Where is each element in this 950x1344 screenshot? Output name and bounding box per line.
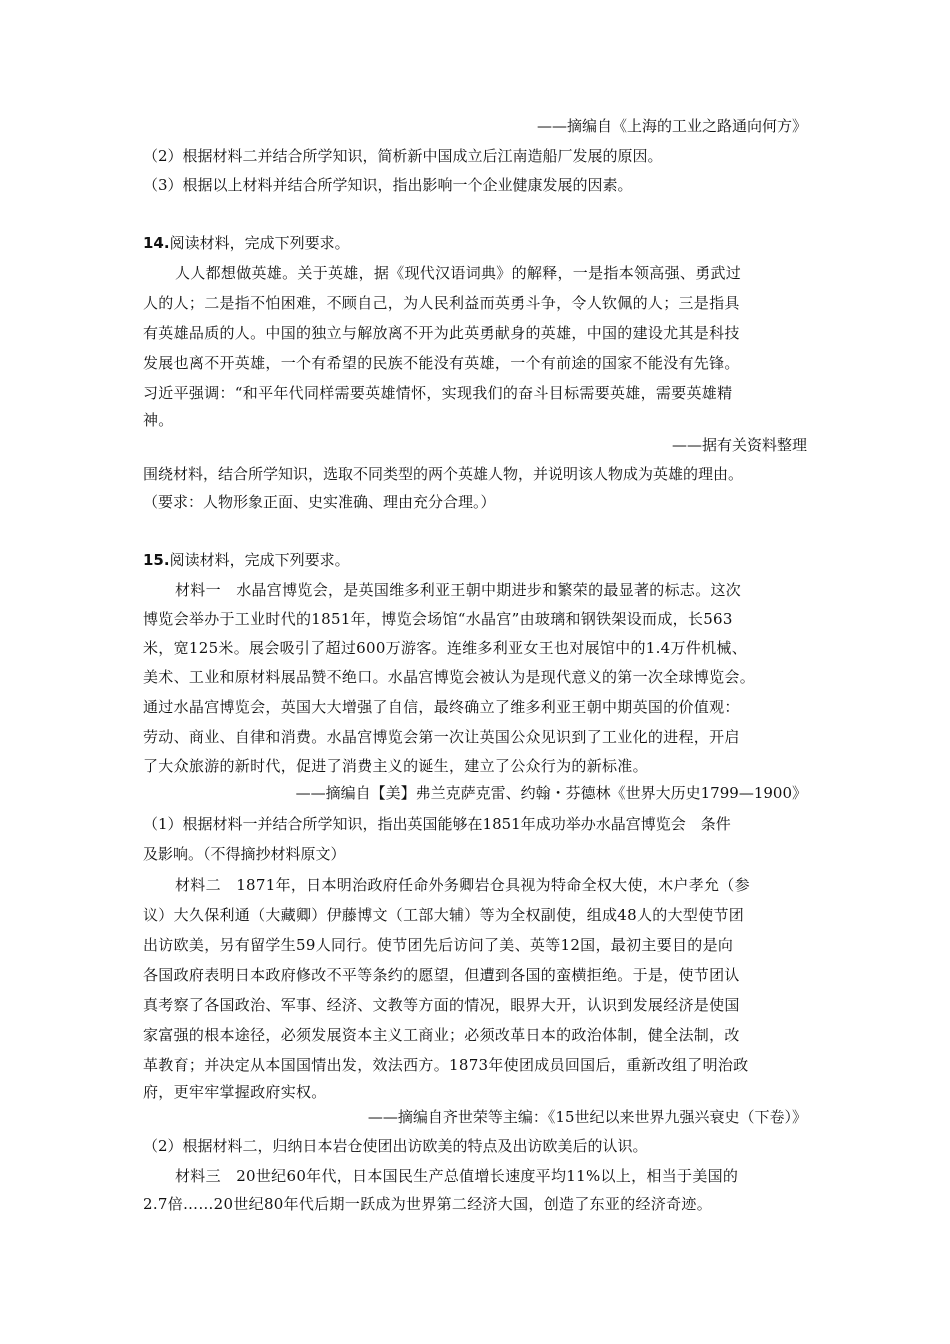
q15-material3-line: 2.7倍……20世纪80年代后期一跃成为世界第二经济大国，创造了东亚的经济奇迹。	[143, 1195, 713, 1213]
q15-material1-line: 材料一 水晶宫博览会，是英国维多利亚王朝中期进步和繁荣的最显著的标志。这次	[175, 581, 742, 599]
q14-material-line: 人的人；二是指不怕困难，不顾自己，为人民利益而英勇斗争，令人钦佩的人；三是指具	[143, 294, 740, 312]
q15-subquestion-2: （2）根据材料二，归纳日本岩仓使团出访欧美的特点及出访欧美后的认识。	[143, 1137, 648, 1155]
q15-material2-line: 材料二 1871年，日本明治政府任命外务卿岩仓具视为特命全权大使，木户孝允（参	[175, 876, 750, 894]
q15-material2-line: 各国政府表明日本政府修改不平等条约的愿望，但遭到各国的蛮横拒绝。于是，使节团认	[143, 966, 740, 984]
q14-material-line: 有英雄品质的人。中国的独立与解放离不开为此英勇献身的英雄，中国的建设尤其是科技	[143, 324, 740, 342]
question-14-instruction: 阅读材料，完成下列要求。	[169, 234, 350, 252]
q14-material-line: 人人都想做英雄。关于英雄，据《现代汉语词典》的解释，一是指本领高强、勇武过	[175, 264, 742, 282]
q15-source2-citation: ——摘编自齐世荣等主编：《15世纪以来世界九强兴衰史（下卷）》	[367, 1108, 807, 1126]
q15-subquestion-1-cont: 及影响。（不得摘抄材料原文）	[143, 845, 346, 863]
question-15-instruction: 阅读材料，完成下列要求。	[169, 551, 350, 569]
q15-material1-line: 通过水晶宫博览会，英国大大增强了自信，最终确立了维多利亚王朝中期英国的价值观：	[143, 698, 740, 716]
q15-material1-line: 美术、工业和原材料展品赞不绝口。水晶宫博览会被认为是现代意义的第一次全球博览会。	[143, 668, 756, 686]
q15-subquestion-1: （1）根据材料一并结合所学知识，指出英国能够在1851年成功举办水晶宫博览会 条件	[143, 815, 731, 833]
question-14-number: 14.	[143, 234, 170, 252]
q15-material2-line: 议）大久保利通（大藏卿）伊藤博文（工部大辅）等为全权副使，组成48人的大型使节团	[143, 906, 745, 924]
q14-material-line: 神。	[143, 411, 174, 429]
q15-material1-line: 了大众旅游的新时代，促进了消费主义的诞生，建立了公众行为的新标准。	[143, 757, 648, 775]
question-14-heading	[143, 233, 807, 253]
q15-material1-line: 博览会举办于工业时代的1851年，博览会场馆“水晶宫”由玻璃和钢铁架设而成，长563	[143, 610, 733, 628]
q15-material2-line: 出访欧美，另有留学生59人同行。使节团先后访问了美、英等12国，最初主要目的是向	[143, 936, 734, 954]
question-2: （2）根据材料二并结合所学知识，简析新中国成立后江南造船厂发展的原因。	[143, 147, 663, 165]
q15-material2-line: 家富强的根本途径，必须发展资本主义工商业；必须改革日本的政治体制，健全法制，改	[143, 1026, 740, 1044]
q15-material2-line: 真考察了各国政治、军事、经济、文教等方面的情况，眼界大开，认识到发展经济是使国	[143, 996, 740, 1014]
q15-source1-citation: ——摘编自【美】弗兰克萨克雷、约翰・芬德林《世界大历史1799—1900》	[295, 784, 807, 802]
source-citation: ——摘编自《上海的工业之路通向何方》	[536, 117, 807, 135]
question-15-heading	[143, 550, 807, 570]
q14-material-line: 发展也离不开英雄，一个有希望的民族不能没有英雄，一个有前途的国家不能没有先锋。	[143, 354, 740, 372]
q15-material3-line: 材料三 20世纪60年代，日本国民生产总值增长速度平均11%以上，相当于美国的	[175, 1167, 739, 1185]
q15-material2-line: 革教育；并决定从本国国情出发，效法西方。1873年使团成员回国后，重新改组了明治政	[143, 1056, 749, 1074]
question-3: （3）根据以上材料并结合所学知识，指出影响一个企业健康发展的因素。	[143, 176, 633, 194]
q14-task-line: 围绕材料，结合所学知识，选取不同类型的两个英雄人物，并说明该人物成为英雄的理由。	[143, 465, 744, 483]
q14-source-citation: ——据有关资料整理	[671, 436, 807, 454]
q15-material1-line: 米，宽125米。展会吸引了超过600万游客。连维多利亚女王也对展馆中的1.4万件机械、	[143, 639, 748, 657]
q14-material-line: 习近平强调：“和平年代同样需要英雄情怀，实现我们的奋斗目标需要英雄，需要英雄精	[143, 384, 733, 402]
q15-material1-line: 劳动、商业、自律和消费。水晶宫博览会第一次让英国公众见识到了工业化的进程，开启	[143, 728, 740, 746]
q15-material2-line: 府，更牢牢掌握政府实权。	[143, 1083, 327, 1101]
q14-task-line: （要求：人物形象正面、史实准确、理由充分合理。）	[143, 493, 496, 511]
question-15-number: 15.	[143, 551, 170, 569]
